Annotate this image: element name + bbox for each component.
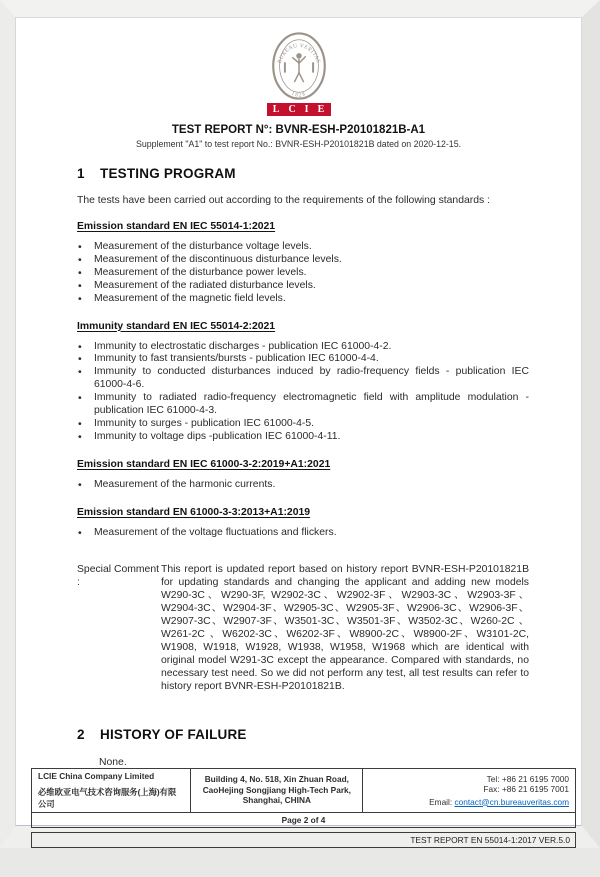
logo-block xyxy=(16,31,581,116)
bullet-list-emission-55014-1 xyxy=(77,241,529,306)
footer-address-cell xyxy=(191,768,363,812)
history-none-text: None. xyxy=(99,756,127,768)
bullet-item: • Immunity to conducted disturbances induced by radio-frequency fields - publication IEC 61000-4-6. xyxy=(77,366,529,392)
address-line-1: Building 4, No. 518, Xin Zhuan Road, xyxy=(204,774,349,785)
section-2-heading xyxy=(77,727,529,742)
bullet-list-immunity-55014-2 xyxy=(77,341,529,444)
footer-row-page xyxy=(32,812,576,827)
section-2-title: HISTORY OF FAILURE xyxy=(100,726,247,742)
report-version-banner: TEST REPORT EN 55014-1:2017 VER.5.0 xyxy=(31,832,576,848)
bullet-item: • Immunity to surges - publication IEC 61000-4-5. xyxy=(77,418,529,431)
bullet-item: • Immunity to electrostatic discharges - publication IEC 61000-4-2. xyxy=(77,341,529,354)
seal-figure-icon xyxy=(284,53,312,81)
standard-heading-emission-61000-3-3: Emission standard EN 61000-3-3:2013+A1:2019 xyxy=(77,506,311,518)
lcie-badge-label: LCIE xyxy=(272,104,334,115)
address-line-3: Shanghai, CHINA xyxy=(242,795,311,806)
company-name-cn: 必维欧亚电气技术咨询服务(上海)有限公司 xyxy=(38,786,177,809)
bullet-item: • Measurement of the magnetic field levels. xyxy=(77,293,529,306)
report-supplement: Supplement "A1" to test report No.: BVNR-ESH-P20101821B dated on 2020-12-15. xyxy=(135,139,462,149)
bullet-item: • Measurement of the harmonic currents. xyxy=(77,479,529,492)
seal-arc-text: BUREAU VERITAS xyxy=(276,42,321,65)
section-1-number: 1 xyxy=(77,166,85,181)
bureau-veritas-seal-icon xyxy=(268,31,330,101)
page-number: Page 2 of 4 xyxy=(32,812,576,827)
standard-heading-immunity-55014-2: Immunity standard EN IEC 55014-2:2021 xyxy=(77,320,276,332)
section-1-title: TESTING PROGRAM xyxy=(100,166,236,181)
seal-year-text: 1828 xyxy=(289,90,308,99)
standard-heading-emission-61000-3-2: Emission standard EN IEC 61000-3-2:2019+A1:2021 xyxy=(77,458,331,470)
report-title: TEST REPORT N°: BVNR-ESH-P20101821B-A1 xyxy=(171,124,426,136)
section-1-heading xyxy=(77,166,529,181)
standard-heading-emission-55014-1: Emission standard EN IEC 55014-1:2021 xyxy=(77,221,276,232)
report-body xyxy=(77,149,529,768)
footer-table xyxy=(31,768,576,828)
bullet-item: • Immunity to radiated radio-frequency electromagnetic field with amplitude modulation - publication IEC 61000-4-3. xyxy=(77,392,529,418)
fax-text: Fax: +86 21 6195 7001 xyxy=(483,783,569,794)
footer-company-cell xyxy=(32,768,191,812)
special-comment xyxy=(77,563,529,694)
bullet-item: • Measurement of the discontinuous disturbance levels. xyxy=(77,254,529,267)
intro-paragraph: The tests have been carried out according to the requirements of the following standards : xyxy=(77,195,490,206)
address-line-2: CaoHejing Songjiang High-Tech Park, xyxy=(202,784,351,795)
lcie-badge xyxy=(267,103,334,116)
bullet-item: • Immunity to fast transients/bursts - publication IEC 61000-4-4. xyxy=(77,353,529,366)
email-row xyxy=(369,797,569,807)
bullet-list-emission-61000-3-2 xyxy=(77,479,529,492)
tel-text: Tel: +86 21 6195 7000 xyxy=(486,773,569,784)
special-comment-label: Special Comment : xyxy=(77,563,160,588)
bullet-item: • Measurement of the radiated disturbance levels. xyxy=(77,280,529,293)
bullet-list-emission-61000-3-3 xyxy=(77,527,529,540)
special-comment-text: This report is updated report based on history report BVNR-ESH-P20101821B for updating standards and changing the applicant and adding new models W290-3C、W290-3F, W2902-3C、W2902-3F、W2903-3C、W2903-3F、W2904-3C、W2904-3F、W2905-3C、W2905-3F、W2906-3C、W2906-3F、W2907-3C、W2907-3F、W3501-3C、W3501-3F、W3502-3C、W260-2C 、W261-2C 、W6202-3C、W6202-3F、W8900-2C、W8900-2F、W3101-2C, W1908, W1918, W1928, W1938, W1958, W1968 which are identical with original model W291-3C except the appearance. Compared with standards, no necessary test need. So we did not perform any test, all test results can refer to history report BVNR-ESH-P20101821B. xyxy=(161,563,529,693)
bullet-item: • Measurement of the disturbance voltage levels. xyxy=(77,241,529,254)
document-page xyxy=(15,17,582,845)
email-link[interactable]: contact@cn.bureauveritas.com xyxy=(454,796,569,807)
footer-row-company xyxy=(32,768,576,812)
company-name-en: LCIE China Company Limited xyxy=(38,770,155,781)
bullet-item: • Measurement of the disturbance power levels. xyxy=(77,267,529,280)
bullet-item: • Immunity to voltage dips -publication IEC 61000-4-11. xyxy=(77,431,529,444)
footer-contact-cell xyxy=(363,768,576,812)
page-footer xyxy=(16,768,581,877)
section-2-number: 2 xyxy=(77,726,85,742)
bullet-item: • Measurement of the voltage fluctuations and flickers. xyxy=(77,527,529,540)
email-label: Email: xyxy=(429,796,453,807)
